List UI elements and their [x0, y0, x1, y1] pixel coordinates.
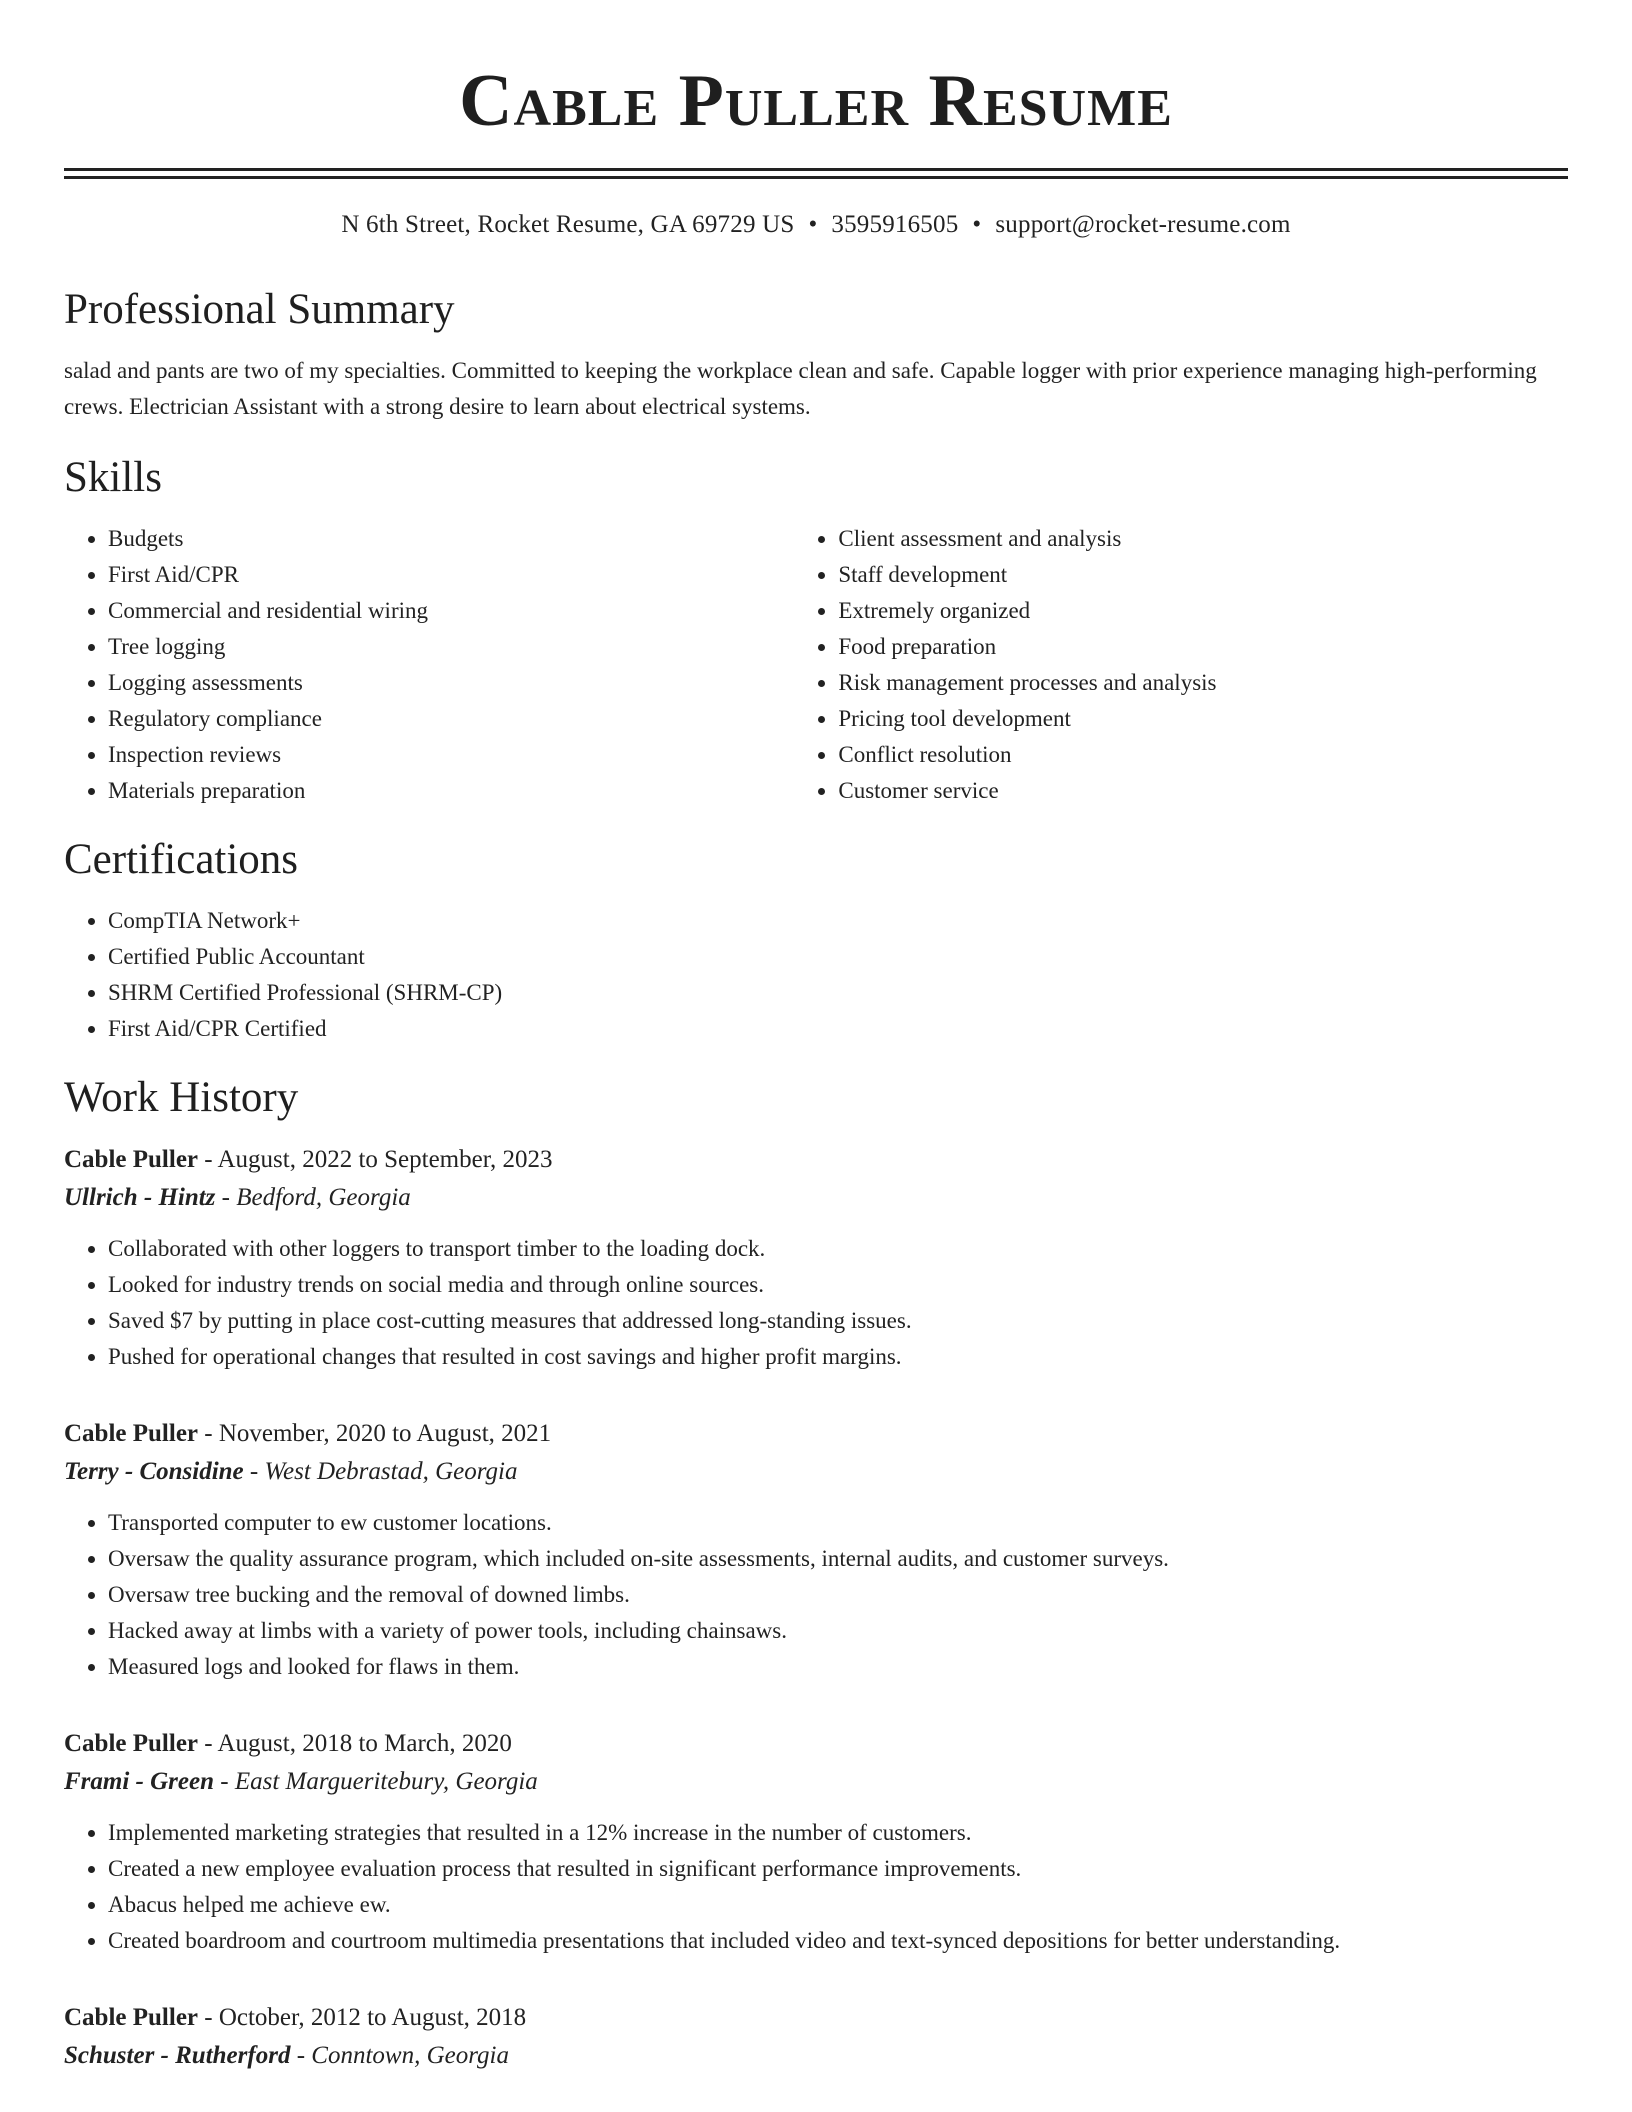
job-location: - West Debrastad, Georgia: [243, 1458, 518, 1485]
skill-item: • Risk management processes and analysis: [838, 665, 1568, 701]
skill-item: • Budgets: [108, 521, 794, 557]
job-entry: [64, 1141, 1568, 1375]
section-heading-summary: Professional Summary: [64, 286, 455, 333]
skill-item: • Customer service: [838, 773, 1568, 809]
page-title: Cable Puller Resume: [459, 60, 1173, 142]
skills-list-left: [64, 521, 794, 809]
certification-item: • SHRM Certified Professional (SHRM-CP): [108, 975, 1568, 1011]
job-dates: - August, 2022 to September, 2023: [198, 1146, 553, 1173]
skills-list-right: [794, 521, 1568, 809]
section-heading-work-history: Work History: [64, 1074, 299, 1121]
job-bullets: [64, 1231, 1568, 1375]
job-company: Frami - Green: [64, 1768, 214, 1795]
job-entry: [64, 1725, 1568, 1959]
skill-item: • Staff development: [838, 557, 1568, 593]
skills-columns: [64, 521, 1568, 809]
job-title-line: [64, 1141, 1568, 1179]
job-title: Cable Puller: [64, 1146, 199, 1173]
section-heading-certifications: Certifications: [64, 836, 299, 883]
contact-line: [64, 209, 1568, 241]
job-title: Cable Puller: [64, 1730, 199, 1757]
job-company: Terry - Considine: [64, 1458, 244, 1485]
certifications-list: [64, 903, 1568, 1047]
job-title-line: [64, 1415, 1568, 1453]
job-company-line: [64, 1763, 1568, 1801]
job-company: Schuster - Rutherford: [64, 2042, 291, 2069]
job-location: - Bedford, Georgia: [215, 1184, 411, 1211]
skill-item: • Logging assessments: [108, 665, 794, 701]
job-bullets: [64, 1815, 1568, 1959]
job-dates: - November, 2020 to August, 2021: [198, 1420, 552, 1447]
job-title-line: [64, 1999, 1568, 2037]
job-bullet: • Pushed for operational changes that resulted in cost savings and higher profit margins.: [108, 1339, 1568, 1375]
job-bullet: • Saved $7 by putting in place cost-cutting measures that addressed long-standing issues.: [108, 1303, 1568, 1339]
job-bullets: [64, 1505, 1568, 1685]
contact-address: N 6th Street, Rocket Resume, GA 69729 US: [341, 211, 795, 238]
job-bullet: • Implemented marketing strategies that resulted in a 12% increase in the number of customers.: [108, 1815, 1568, 1851]
contact-email: support@rocket-resume.com: [995, 211, 1291, 238]
job-bullet: • Looked for industry trends on social media and through online sources.: [108, 1267, 1568, 1303]
job-company-line: [64, 1179, 1568, 1217]
job-bullet: • Hacked away at limbs with a variety of power tools, including chainsaws.: [108, 1613, 1568, 1649]
contact-separator: •: [972, 211, 982, 238]
job-bullet: • Created a new employee evaluation process that resulted in significant performance improvements.: [108, 1851, 1568, 1887]
job-dates: - August, 2018 to March, 2020: [198, 1730, 512, 1757]
job-location: - East Margueritebury, Georgia: [214, 1768, 538, 1795]
section-heading-skills: Skills: [64, 454, 162, 501]
job-location: - Conntown, Georgia: [290, 2042, 509, 2069]
skill-item: • Regulatory compliance: [108, 701, 794, 737]
job-bullet: • Transported computer to ew customer locations.: [108, 1505, 1568, 1541]
certification-item: • First Aid/CPR Certified: [108, 1011, 1568, 1047]
summary-text: salad and pants are two of my specialties. Committed to keeping the workplace clean and safe. Capable logger with prior experience managing high-performing crews. Electrician Assistant with a strong desire to learn about electrical systems.: [64, 358, 1537, 419]
skill-item: • Food preparation: [838, 629, 1568, 665]
contact-phone: 3595916505: [831, 211, 959, 238]
skill-item: • Inspection reviews: [108, 737, 794, 773]
job-bullet: • Oversaw the quality assurance program, which included on-site assessments, internal audits, and customer surveys.: [108, 1541, 1568, 1577]
skill-item: • Extremely organized: [838, 593, 1568, 629]
job-title-line: [64, 1725, 1568, 1763]
job-company-line: [64, 2037, 1568, 2075]
job-company: Ullrich - Hintz: [64, 1184, 216, 1211]
job-bullet: • Abacus helped me achieve ew.: [108, 1887, 1568, 1923]
job-bullet: • Created boardroom and courtroom multimedia presentations that included video and text-synced depositions for better understanding.: [108, 1923, 1568, 1959]
job-entry: [64, 1415, 1568, 1685]
job-bullet: • Oversaw tree bucking and the removal of downed limbs.: [108, 1577, 1568, 1613]
job-dates: - October, 2012 to August, 2018: [198, 2004, 527, 2031]
skill-item: • Tree logging: [108, 629, 794, 665]
contact-separator: •: [808, 211, 818, 238]
job-title: Cable Puller: [64, 2004, 199, 2031]
skill-item: • Conflict resolution: [838, 737, 1568, 773]
skill-item: • Pricing tool development: [838, 701, 1568, 737]
job-bullet: • Measured logs and looked for flaws in them.: [108, 1649, 1568, 1685]
skill-item: • Client assessment and analysis: [838, 521, 1568, 557]
job-bullet: • Collaborated with other loggers to transport timber to the loading dock.: [108, 1231, 1568, 1267]
job-title: Cable Puller: [64, 1420, 199, 1447]
title-divider: [64, 168, 1568, 179]
skill-item: • First Aid/CPR: [108, 557, 794, 593]
skill-item: • Materials preparation: [108, 773, 794, 809]
job-entry: [64, 1999, 1568, 2075]
skill-item: • Commercial and residential wiring: [108, 593, 794, 629]
certification-item: • CompTIA Network+: [108, 903, 1568, 939]
certification-item: • Certified Public Accountant: [108, 939, 1568, 975]
job-company-line: [64, 1453, 1568, 1491]
